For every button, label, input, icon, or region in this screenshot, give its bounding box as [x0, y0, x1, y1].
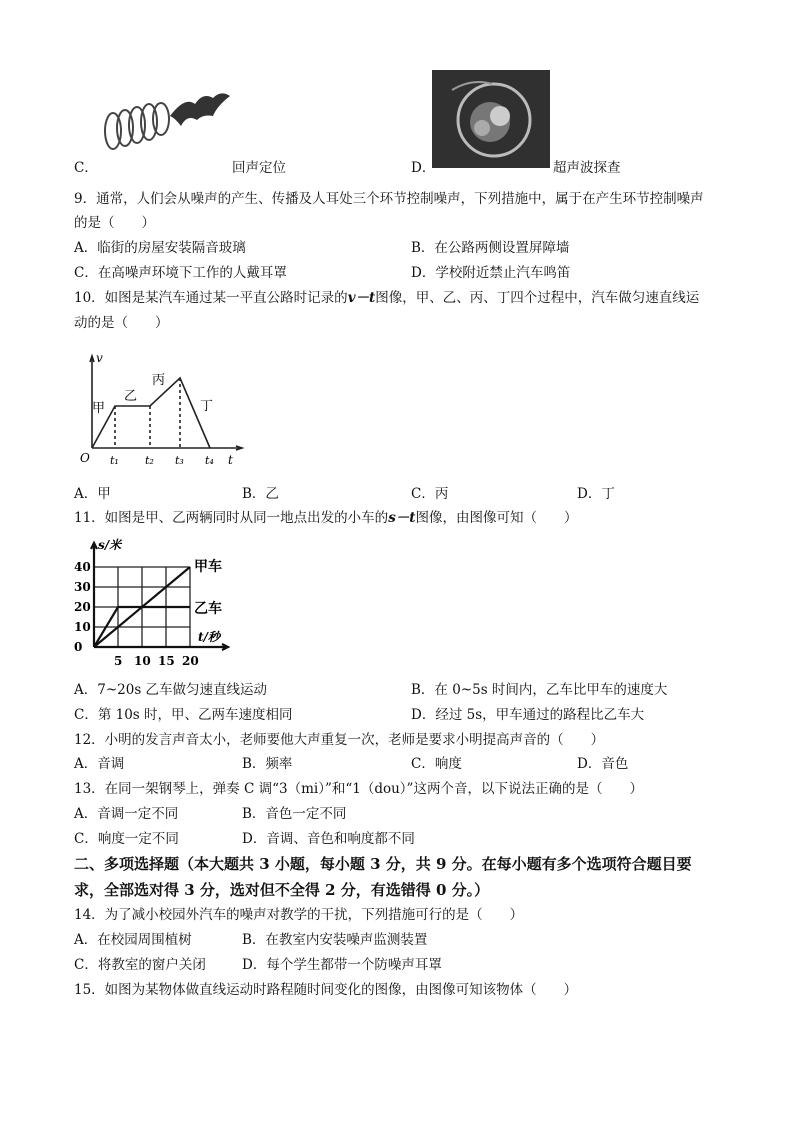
q10-option-b: B．乙 — [242, 486, 279, 502]
q10-segment-jia: 甲 — [92, 401, 106, 416]
section2-heading-line1: 二、多项选择题（本大题共 3 小题，每小题 3 分，共 9 分。在每小题有多个选项符合题目要 — [74, 855, 692, 873]
q10-segment-yi: 乙 — [124, 389, 138, 404]
q13-option-c: C．响度一定不同 — [74, 831, 179, 847]
q14-option-c: C．将教室的窗户关闭 — [74, 957, 206, 973]
q13-stem: 13．在同一架钢琴上，弹奏 C 调“3（mi）”和“1（dou）”这两个音，以下说法正确的是（ ） — [74, 781, 643, 797]
q9-stem-line1: 9．通常，人们会从噪声的产生、传播及人耳处三个环节控制噪声，下列措施中，属于在产生环节控制噪声 — [74, 191, 704, 207]
q10-origin-label: O — [80, 451, 90, 465]
q11-car-b-label: 乙车 — [194, 601, 222, 617]
q10-t1-label: t₁ — [110, 454, 119, 467]
q11-y-tick-30: 30 — [74, 580, 91, 594]
q11-x-tick-15: 15 — [158, 654, 175, 668]
q13-option-b: B．音色一定不同 — [242, 806, 347, 822]
q11-stem — [74, 509, 578, 527]
q11-stem-part2: 图像，由图像可知（ ） — [415, 510, 578, 526]
q11-option-d: D．经过 5s，甲车通过的路程比乙车大 — [411, 707, 645, 723]
q11-option-a: A．7~20s 乙车做匀速直线运动 — [74, 682, 268, 698]
q9-option-c: C．在高噪声环境下工作的人戴耳罩 — [74, 265, 287, 281]
q11-stem-st: s－t — [388, 510, 416, 526]
q11-option-b: B．在 0~5s 时间内，乙车比甲车的速度大 — [411, 682, 668, 698]
ultrasound-scan-image — [432, 70, 550, 168]
q10-segment-bing: 丙 — [152, 373, 166, 388]
q14-stem: 14．为了减小校园外汽车的噪声对教学的干扰，下列措施可行的是（ ） — [74, 907, 524, 923]
q11-y-label: s/米 — [98, 538, 122, 552]
q10-option-d: D．丁 — [577, 486, 615, 502]
q10-vt-graph — [72, 348, 247, 470]
q11-y-tick-20: 20 — [74, 600, 91, 614]
q11-x-tick-5: 5 — [114, 654, 123, 668]
q10-option-c: C．丙 — [411, 486, 449, 502]
q10-t3-label: t₃ — [175, 454, 184, 467]
q10-segment-ding: 丁 — [200, 399, 214, 414]
q10-stem-vt: v－t — [347, 290, 376, 306]
q11-option-c: C．第 10s 时，甲、乙两车速度相同 — [74, 707, 293, 723]
q11-x-tick-20: 20 — [182, 654, 199, 668]
q11-y-tick-40: 40 — [74, 560, 91, 574]
q12-option-c: C．响度 — [411, 756, 462, 772]
q11-stem-part1: 11．如图是甲、乙两辆同时从同一地点出发的小车的 — [74, 510, 389, 526]
q10-stem-part1: 10．如图是某汽车通过某一平直公路时记录的 — [74, 290, 348, 306]
q8-option-c-label: C． — [74, 160, 98, 176]
q11-st-graph — [70, 537, 235, 672]
q12-stem: 12．小明的发言声音太小，老师要他大声重复一次，老师是要求小明提高声音的（ ） — [74, 732, 605, 748]
q9-stem-line2: 的是（ ） — [74, 215, 155, 231]
q14-option-b: B．在教室内安装噪声监测装置 — [242, 932, 428, 948]
q14-option-d: D．每个学生都带一个防噪声耳罩 — [242, 957, 442, 973]
q10-x-axis-label: t — [228, 453, 233, 467]
q10-stem-line1 — [74, 289, 699, 307]
q8-option-d-label: D． — [411, 160, 436, 176]
q13-option-d: D．音调、音色和响度都不同 — [242, 831, 415, 847]
q11-x-tick-10: 10 — [134, 654, 151, 668]
q14-option-a: A．在校园周围植树 — [74, 932, 192, 948]
q9-option-b: B．在公路两侧设置屏障墙 — [411, 240, 570, 256]
q11-x-label: t/秒 — [198, 630, 220, 644]
bat-echolocation-image — [95, 86, 235, 166]
q10-t4-label: t₄ — [205, 454, 214, 467]
q10-stem-part2: 图像，甲、乙、丙、丁四个过程中，汽车做匀速直线运 — [375, 290, 700, 306]
q13-option-a: A．音调一定不同 — [74, 806, 179, 822]
q15-stem: 15．如图为某物体做直线运动时路程随时间变化的图像，由图像可知该物体（ ） — [74, 982, 578, 998]
section2-heading-line2: 求，全部选对得 3 分，选对但不全得 2 分，有选错得 0 分。） — [74, 881, 490, 899]
q12-option-a: A．音调 — [74, 756, 125, 772]
q10-stem-line2: 动的是（ ） — [74, 315, 169, 331]
q9-option-d: D．学校附近禁止汽车鸣笛 — [411, 265, 571, 281]
q10-option-a: A．甲 — [74, 486, 111, 502]
q12-option-b: B．频率 — [242, 756, 293, 772]
q8-option-d-caption: 超声波探查 — [553, 160, 621, 176]
q10-t2-label: t₂ — [145, 454, 154, 467]
q11-y-tick-0: 0 — [74, 640, 83, 654]
q11-y-tick-10: 10 — [74, 620, 91, 634]
q9-option-a: A．临街的房屋安装隔音玻璃 — [74, 240, 246, 256]
q11-car-a-label: 甲车 — [194, 559, 222, 575]
q8-option-c-caption: 回声定位 — [232, 160, 286, 176]
q10-y-axis-label: v — [96, 351, 103, 365]
q12-option-d: D．音色 — [577, 756, 629, 772]
